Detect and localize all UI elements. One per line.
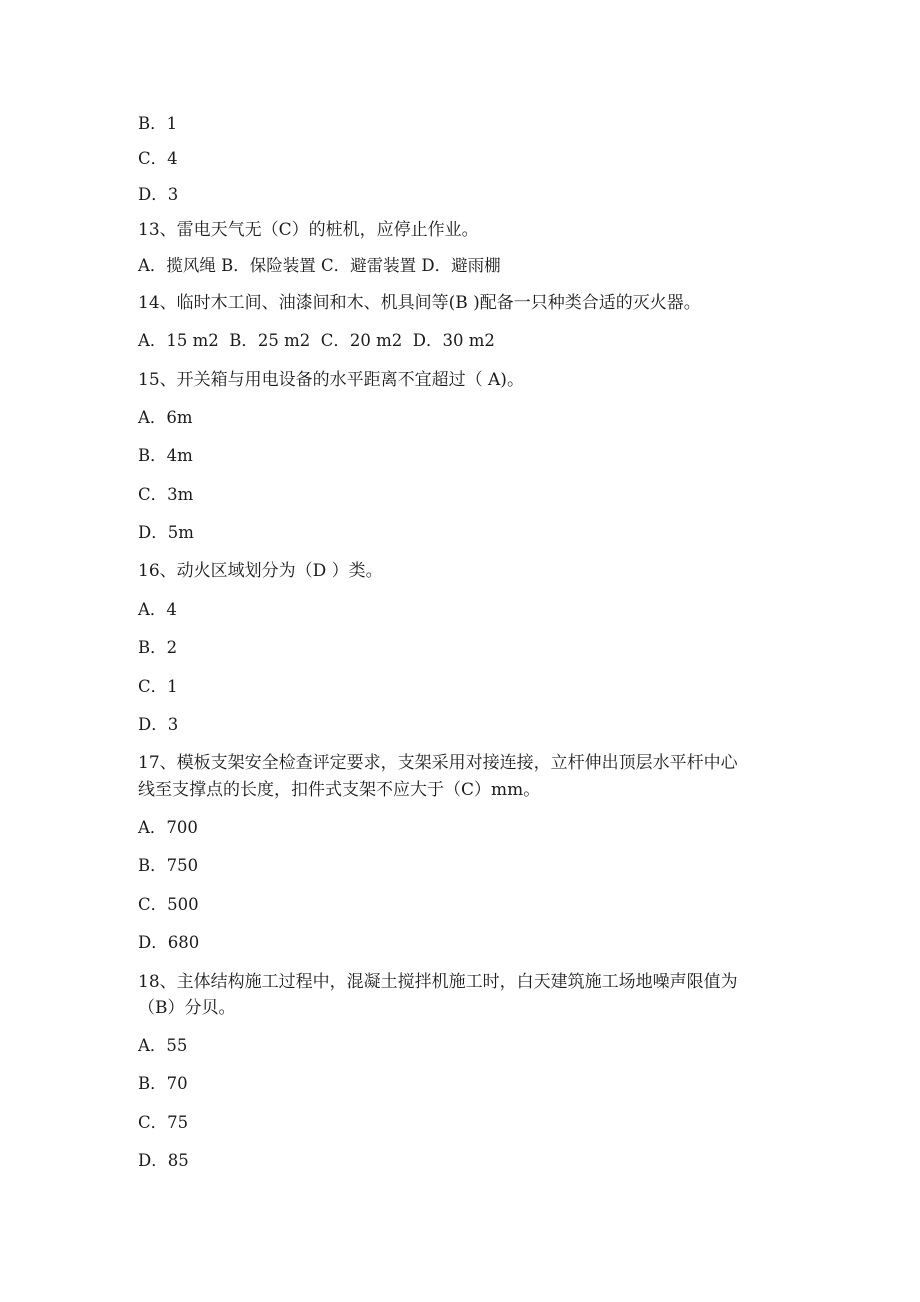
option-line: A．15 m2 B．25 m2 C．20 m2 D．30 m2	[138, 331, 495, 350]
option-line: A．4	[138, 600, 177, 619]
option-line: D．680	[138, 933, 200, 952]
option-line: B．70	[138, 1074, 188, 1093]
option-line: D．3	[138, 185, 179, 204]
option-line: C．500	[138, 895, 199, 914]
option-line: A．揽风绳 B．保险装置 C．避雷装置 D．避雨棚	[138, 256, 501, 275]
option-line: A．6m	[138, 408, 193, 427]
option-line: B．4m	[138, 446, 193, 465]
option-line: C．4	[138, 149, 178, 168]
option-line: D．85	[138, 1151, 189, 1170]
question-18: 18、主体结构施工过程中，混凝土搅拌机施工时，白天建筑施工场地噪声限值为	[138, 972, 738, 992]
option-line: A．700	[138, 818, 198, 837]
option-line: C．3m	[138, 485, 194, 504]
option-line: B．1	[138, 114, 178, 133]
option-line: C．75	[138, 1113, 189, 1132]
question-17-cont: 线至支撑点的长度，扣件式支架不应大于（C）mm。	[138, 780, 541, 800]
option-line: B．2	[138, 638, 178, 657]
question-14: 14、临时木工间、油漆间和木、机具间等(B )配备一只种类合适的灭火器。	[138, 293, 701, 313]
question-18-cont: （B）分贝。	[138, 998, 236, 1018]
question-15: 15、开关箱与用电设备的水平距离不宜超过（ A)。	[138, 370, 524, 390]
option-line: D．3	[138, 715, 179, 734]
option-line: D．5m	[138, 523, 194, 542]
option-line: A．55	[138, 1036, 188, 1055]
option-line: B．750	[138, 856, 199, 875]
question-16: 16、动火区域划分为（D ）类。	[138, 561, 383, 581]
option-line: C．1	[138, 677, 178, 696]
question-17: 17、模板支架安全检查评定要求，支架采用对接连接，立杆伸出顶层水平杆中心	[138, 753, 738, 773]
question-13: 13、雷电天气无（C）的桩机，应停止作业。	[138, 220, 479, 240]
